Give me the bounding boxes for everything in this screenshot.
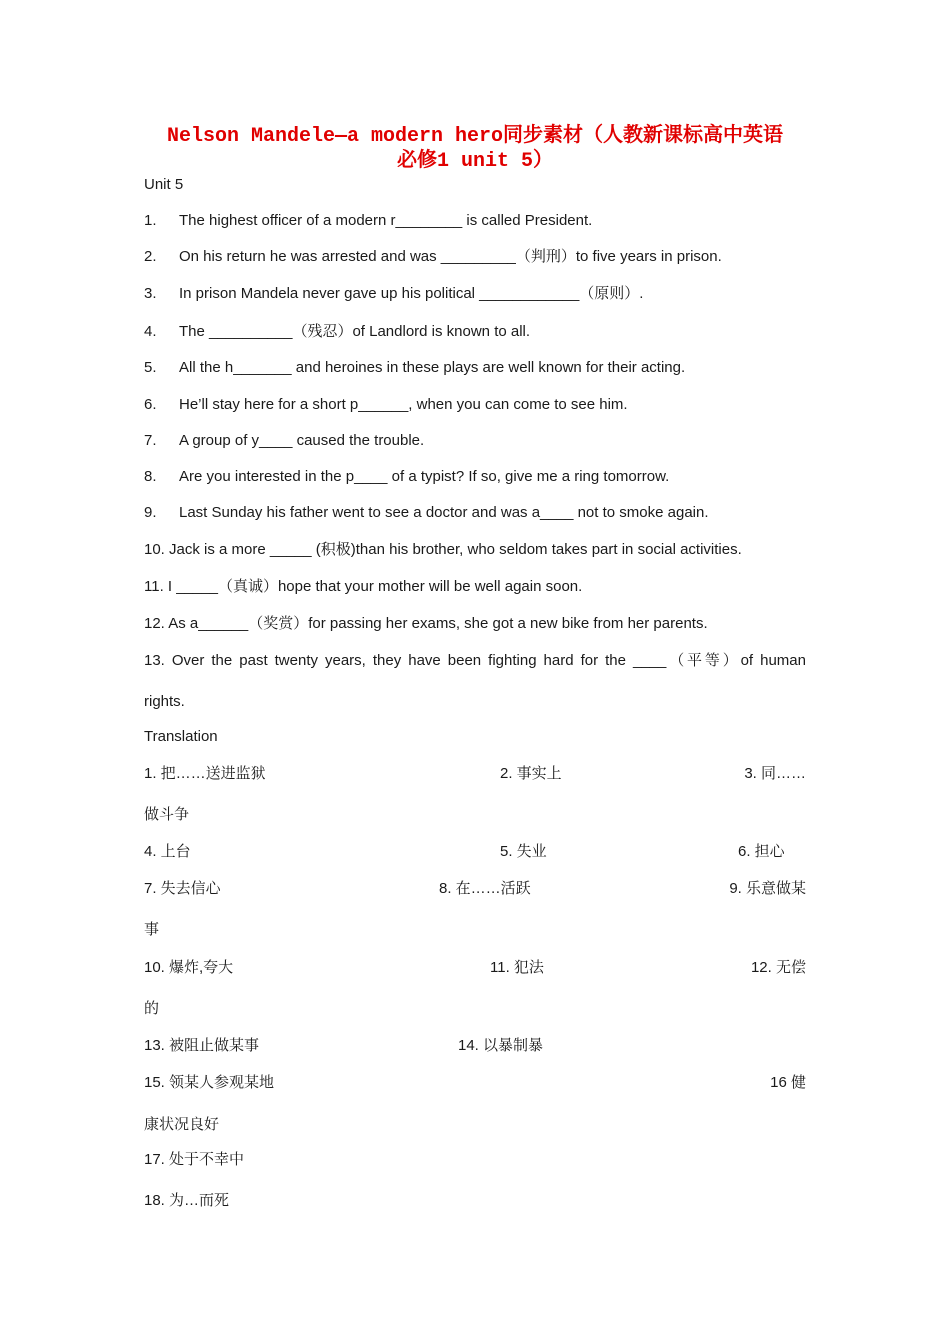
translation-item: 5. 失业 bbox=[500, 843, 547, 860]
translation-continuation: 事 bbox=[144, 921, 160, 938]
document-title bbox=[120, 124, 830, 174]
translation-continuation: 康状况良好 bbox=[144, 1116, 220, 1133]
question-text: A group of y____ caused the trouble. bbox=[179, 432, 425, 449]
question-number: 2. bbox=[144, 248, 157, 265]
translation-row bbox=[144, 764, 806, 784]
question-number: 4. bbox=[144, 323, 157, 340]
question-12: 12. As a______（奖赏）for passing her exams, she got a new bike from her parents. bbox=[144, 615, 708, 632]
title-line-2: 必修1 unit 5） bbox=[396, 150, 553, 173]
translation-item: 11. 犯法 bbox=[490, 959, 544, 976]
translation-item: 18. 为…而死 bbox=[144, 1192, 230, 1209]
translation-item: 2. 事实上 bbox=[500, 765, 562, 782]
translation-item: 12. 无偿 bbox=[750, 959, 806, 976]
question-number: 5. bbox=[144, 359, 157, 376]
question-number: 1. bbox=[144, 212, 157, 229]
translation-item: 16 健 bbox=[770, 1074, 806, 1091]
question-text: Last Sunday his father went to see a doctor and was a____ not to smoke again. bbox=[179, 504, 709, 521]
translation-item: 10. 爆炸,夸大 bbox=[144, 959, 234, 976]
question-number: 7. bbox=[144, 432, 157, 449]
translation-row bbox=[144, 842, 806, 862]
translation-item: 13. 被阻止做某事 bbox=[144, 1037, 260, 1054]
question-text: In prison Mandela never gave up his political ____________（原则）. bbox=[179, 285, 644, 302]
question-number: 8. bbox=[144, 468, 157, 485]
translation-item: 14. 以暴制暴 bbox=[458, 1037, 544, 1054]
question-text: He’ll stay here for a short p______, when you can come to see him. bbox=[179, 396, 628, 413]
question-text: All the h_______ and heroines in these plays are well known for their acting. bbox=[179, 359, 686, 376]
translation-item: 6. 担心 bbox=[738, 843, 785, 860]
translation-item: 9. 乐意做某 bbox=[729, 880, 806, 897]
translation-item: 8. 在……活跃 bbox=[439, 880, 531, 897]
translation-item: 7. 失去信心 bbox=[144, 880, 221, 897]
question-text: The highest officer of a modern r________ is called President. bbox=[179, 212, 593, 229]
translation-item: 1. 把……送进监狱 bbox=[144, 765, 266, 782]
question-11: 11. I _____（真诚）hope that your mother will be well again soon. bbox=[144, 578, 583, 595]
translation-item: 3. 同…… bbox=[744, 765, 806, 782]
question-13: 13. Over the past twenty years, they have been fighting hard for the ____（平等）of human bbox=[144, 652, 806, 669]
question-number: 3. bbox=[144, 285, 157, 302]
question-13-continuation: rights. bbox=[144, 693, 185, 710]
translation-row bbox=[144, 879, 806, 899]
question-number: 9. bbox=[144, 504, 157, 521]
question-text: On his return he was arrested and was _________（判刑）to five years in prison. bbox=[179, 248, 722, 265]
unit-label: Unit 5 bbox=[144, 176, 184, 193]
question-number: 6. bbox=[144, 396, 157, 413]
translation-continuation: 做斗争 bbox=[144, 806, 190, 823]
title-line-1: Nelson Mandele—a modern hero同步素材（人教新课标高中英语 bbox=[166, 125, 784, 148]
question-10: 10. Jack is a more _____ (积极)than his brother, who seldom takes part in social activities. bbox=[144, 541, 742, 558]
translation-continuation: 的 bbox=[144, 1000, 160, 1017]
translation-item: 15. 领某人参观某地 bbox=[144, 1074, 275, 1091]
question-text: Are you interested in the p____ of a typist? If so, give me a ring tomorrow. bbox=[179, 468, 670, 485]
translation-row bbox=[144, 1036, 806, 1056]
question-text: The __________（残忍）of Landlord is known to all. bbox=[179, 323, 531, 340]
translation-row bbox=[144, 958, 806, 978]
translation-item: 4. 上台 bbox=[144, 843, 191, 860]
translation-label: Translation bbox=[144, 728, 218, 745]
translation-item: 17. 处于不幸中 bbox=[144, 1151, 245, 1168]
translation-row bbox=[144, 1073, 806, 1093]
